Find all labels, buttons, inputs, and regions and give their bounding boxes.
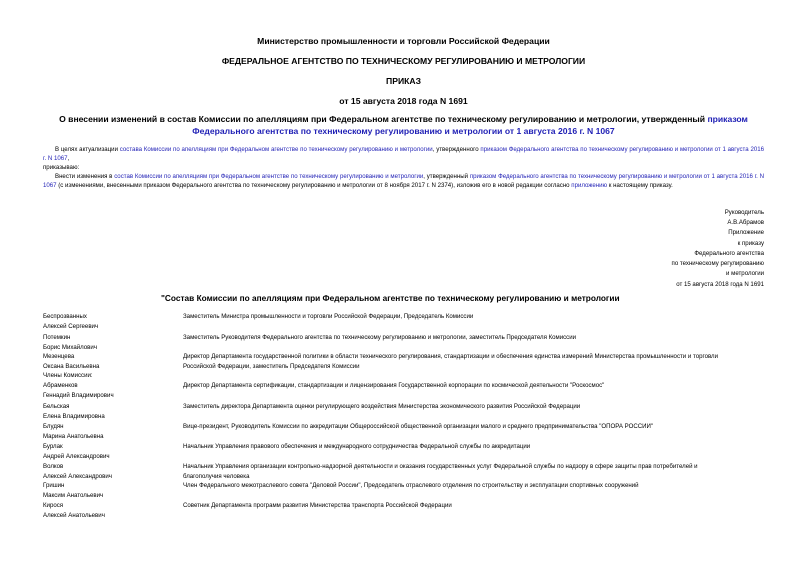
document-date-number: от 15 августа 2018 года N 1691 <box>339 96 468 106</box>
member-position: Директор Департамента сертификации, стандартизации и лицензирования Государственной корпорации по космической деятельности "Роскосмос" <box>183 382 605 389</box>
member-name: Блудян Марина Анатольевна <box>43 423 104 440</box>
members-section-label: Члены Комиссии: <box>43 372 93 379</box>
title-link-order[interactable]: приказом <box>707 114 748 124</box>
ministry-name: Министерство промышленности и торговли Российской Федерации <box>257 36 550 46</box>
member-name: Мезенцева Оксана Васильевна <box>43 353 100 370</box>
paragraph-purpose <box>43 145 764 163</box>
member-name: Волков Алексей Александрович <box>43 463 112 480</box>
paragraph-amendment <box>43 172 764 190</box>
member-position: Начальник Управления правового обеспечения и международного сотрудничества Федеральной службы по аккредитации <box>183 443 531 450</box>
member-position: Вице-президент, Руководитель Комиссии по аккредитации Общероссийской общественной организации малого и среднего предпринимательства "ОПОРА РОССИИ" <box>183 423 654 430</box>
paragraph-text: , <box>67 155 70 163</box>
member-position: Заместитель Министра промышленности и торговли Российской Федерации, Председатель Комиссии <box>183 313 474 320</box>
member-position: Член Федерального межотраслевого совета "Деловой России", Председатель отраслевого отделения по строительству и эксплуатации спортивных сооружений <box>183 482 639 489</box>
paragraph-text: , утвержденного <box>432 146 481 153</box>
member-position: Директор Департамента государственной политики в области технического регулирования, стандартизации и обеспечения единства измерений Министерства промышленности и торговли Российской Федерации, заместитель Председателя Комиссии <box>183 353 719 370</box>
paragraph-text: Внести изменения в <box>55 173 115 180</box>
member-name: Кирося Алексей Анатольевич <box>43 502 105 519</box>
title-text: О внесении изменений в состав Комиссии по апелляциям при Федеральном агентстве по техническому регулированию и метрологии, утвержденный <box>59 114 708 124</box>
member-position: Советник Департамента программ развития Министерства транспорта Российской Федерации <box>183 502 452 509</box>
document-type: ПРИКАЗ <box>386 76 421 86</box>
link-appendix[interactable]: приложению <box>571 182 608 190</box>
orders-word: приказываю: <box>43 164 80 171</box>
signature-role: Руководитель <box>724 209 764 216</box>
member-name: Бельская Елена Владимировна <box>43 403 105 420</box>
paragraph-text: (с изменениями, внесенными приказом Федерального агентства по техническому регулированию и метрологии от 8 ноября 2017 г. N 2374), изложив его в новой редакции согласно <box>56 182 572 190</box>
member-position: Начальник Управления организации контрольно-надзорной деятельности и оказания государственных услуг Федеральной службы по надзору в сфере защиты прав потребителей и благополучия человека <box>183 463 698 480</box>
signature-name: А.В.Абрамов <box>727 219 764 226</box>
appendix-line: и метрологии <box>726 270 764 277</box>
title-link-order-details[interactable]: Федерального агентства по техническому регулированию и метрологии от 1 августа 2016 г. N 1067 <box>192 126 615 136</box>
link-commission-composition[interactable]: состава Комиссии по апелляциям при Федеральном агентстве по техническому регулированию и метрологии <box>119 146 433 153</box>
link-commission-composition-2[interactable]: состав Комиссии по апелляциям при Федеральном агентстве по техническому регулированию и метрологии <box>114 173 424 180</box>
member-name: Потемкин Борис Михайлович <box>43 334 98 351</box>
link-order-1067-2[interactable]: приказом Федерального агентства по техническому регулированию и метрологии от 1 августа 2016 г. N 1067 <box>43 173 765 190</box>
appendix-line: Приложение <box>728 229 764 236</box>
member-position: Заместитель Руководителя Федерального агентства по техническому регулированию и метрологии, заместитель Председателя Комиссии <box>183 334 577 341</box>
appendix-line: от 15 августа 2018 года N 1691 <box>676 281 764 288</box>
appendix-line: к приказу <box>737 240 764 247</box>
document-title-line-1 <box>0 114 807 124</box>
agency-name: ФЕДЕРАЛЬНОЕ АГЕНТСТВО ПО ТЕХНИЧЕСКОМУ РЕГУЛИРОВАНИЮ И МЕТРОЛОГИИ <box>221 56 586 66</box>
member-position: Заместитель директора Департамента оценки регулирующего воздействия Министерства экономического развития Российской Федерации <box>183 403 581 410</box>
member-name: Бурлак Андрей Александрович <box>43 443 110 460</box>
member-name: Беспрозванных Алексей Сергеевич <box>43 313 99 330</box>
appendix-line: Федерального агентства <box>694 250 764 257</box>
appendix-title: "Состав Комиссии по апелляциям при Федеральном агентстве по техническому регулированию и метрологии <box>161 293 620 303</box>
paragraph-text: , утвержденный <box>423 173 470 180</box>
appendix-line: по техническому регулированию <box>671 260 764 267</box>
paragraph-text: к настоящему приказу. <box>607 182 673 190</box>
paragraph-text: В целях актуализации <box>55 146 120 153</box>
link-order-1067[interactable]: приказом Федерального агентства по техническому регулированию и метрологии от 1 августа 2016 г. N 1067 <box>43 146 765 163</box>
member-name: Гришин Максим Анатольевич <box>43 482 104 499</box>
member-name: Абраменков Геннадий Владимирович <box>43 382 114 399</box>
